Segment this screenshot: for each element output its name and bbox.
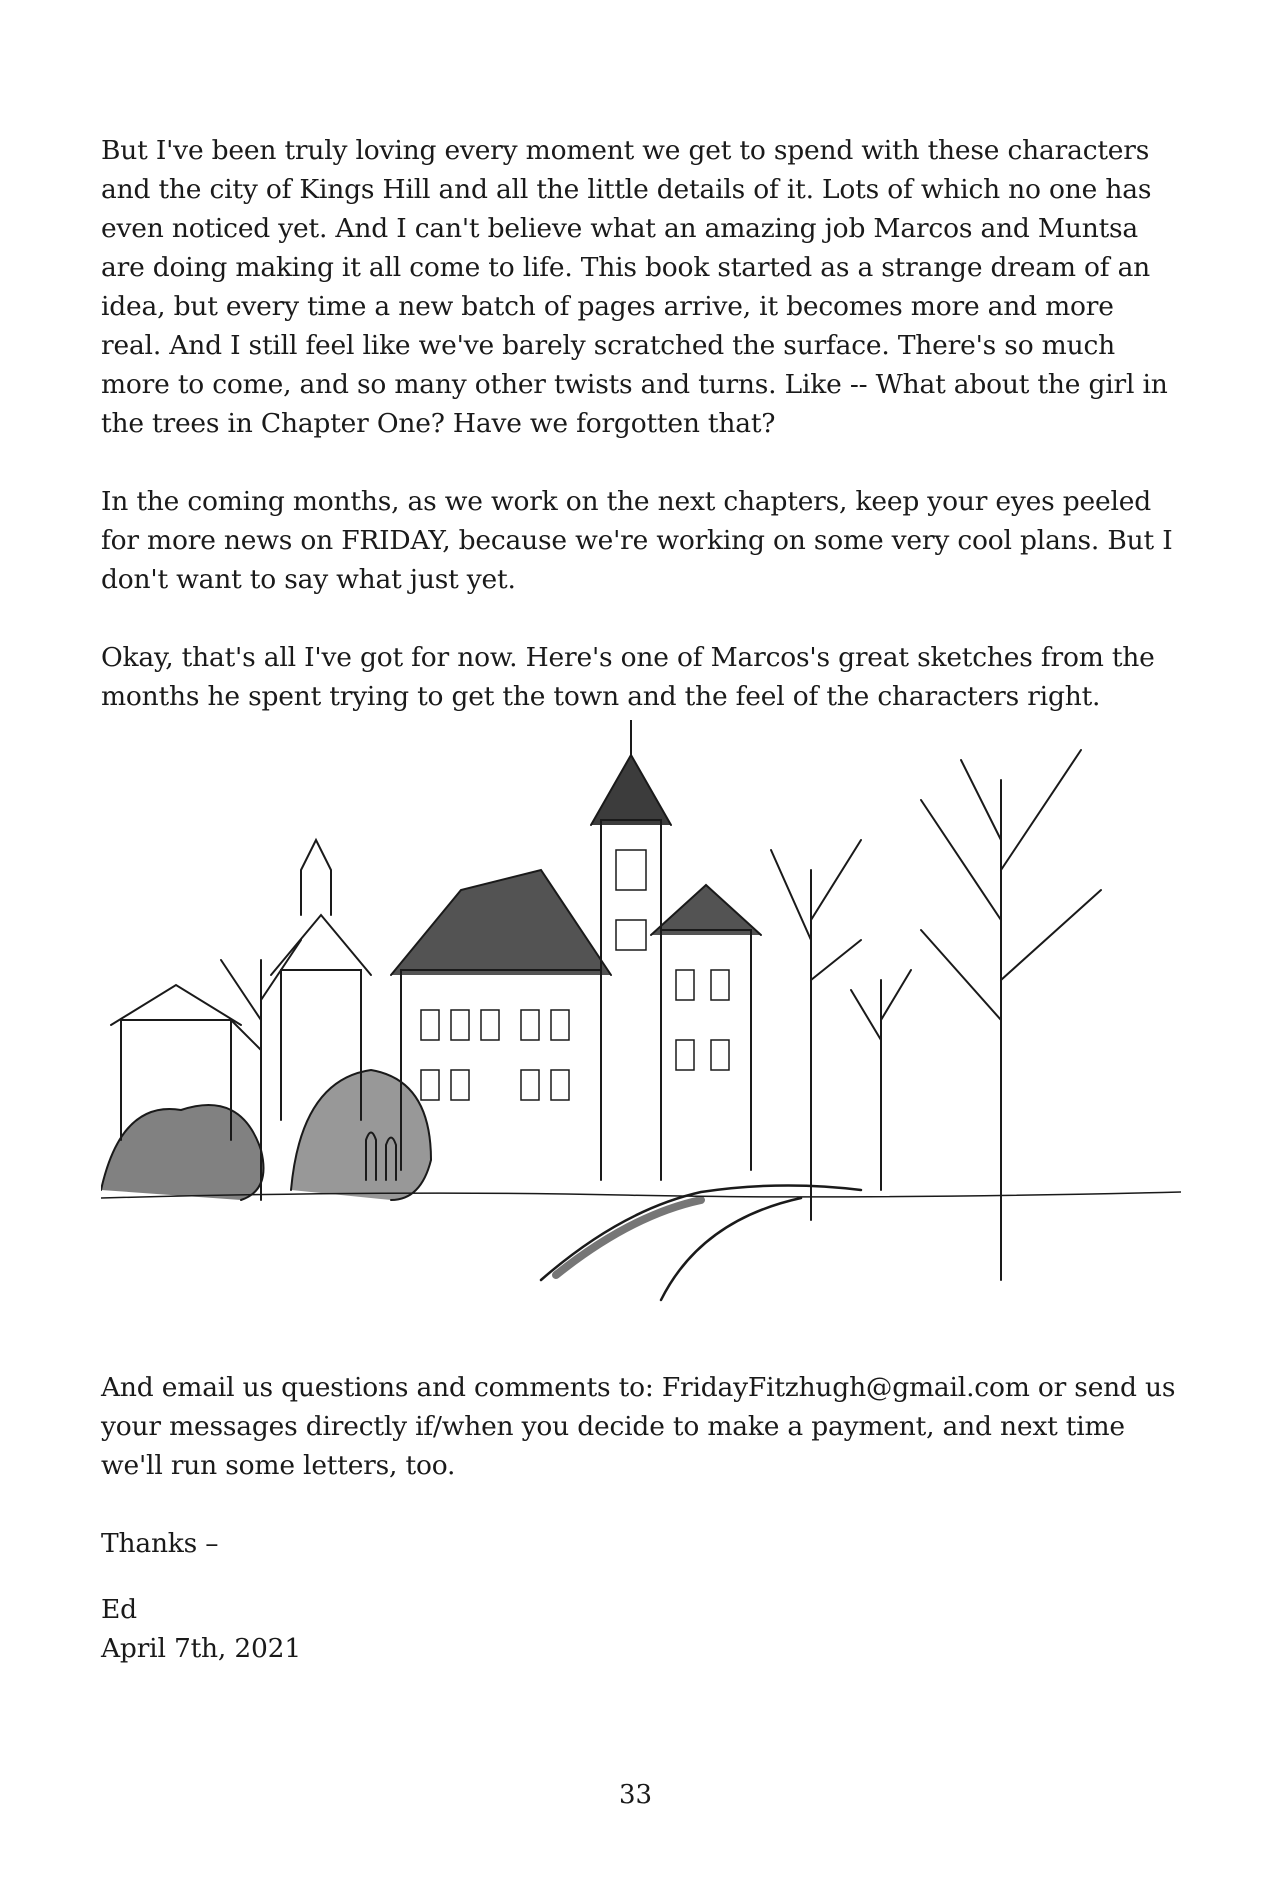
paragraph-sketch-intro: Okay, that's all I've got for now. Here's one of Marcos's great sketches from the months he spent trying to get the town and the feel of the characters right. [101, 642, 1155, 712]
signoff [101, 1524, 1181, 1668]
letter-body-bottom [101, 1368, 1181, 1668]
letter-body-top [101, 131, 1181, 755]
signature-name: Ed [101, 1594, 137, 1625]
page-number: 33 [618, 1780, 653, 1810]
thanks-line: Thanks – [101, 1528, 219, 1559]
paragraph-coming-months: In the coming months, as we work on the next chapters, keep your eyes peeled for more news on FRIDAY, because we're working on some very cool plans. But I don't want to say what just yet. [101, 486, 1173, 595]
letter-date: April 7th, 2021 [101, 1633, 302, 1664]
paragraph-email: And email us questions and comments to: FridayFitzhugh@gmail.com or send us your messages directly if/when you decide to make a payment, and next time we'll run some letters, too. [101, 1372, 1176, 1481]
paragraph-characters: But I've been truly loving every moment we get to spend with these characters and the city of Kings Hill and all the little details of it. Lots of which no one has even noticed yet. And I can't believe what an amazing job Marcos and Muntsa are doing making it all come to life. This book started as a strange dream of an idea, but every time a new batch of pages arrive, it becomes more and more real. And I still feel like we've barely scratched the surface. There's so much more to come, and so many other twists and turns. Like -- What about the girl in the trees in Chapter One? Have we forgotten that? [101, 135, 1168, 439]
town-sketch-illustration [101, 720, 1181, 1310]
